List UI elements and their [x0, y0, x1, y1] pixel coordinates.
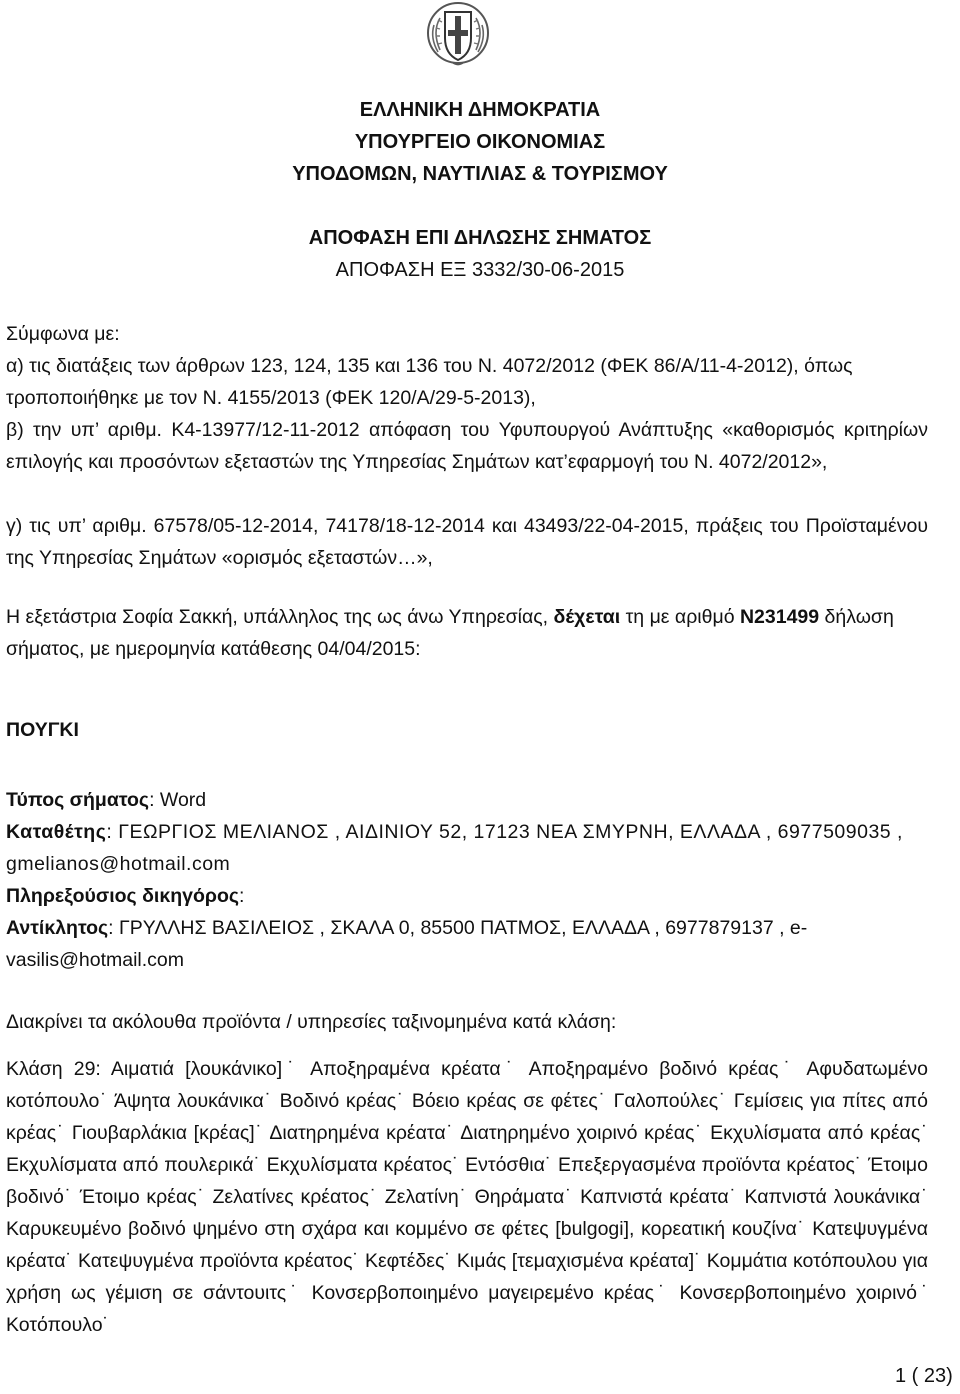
legal-basis-b: β) την υπ’ αριθμ. Κ4-13977/12-11-2012 απόφαση του Υφυπουργού Ανάπτυξης «καθορισμός κριτηρίων επιλογής και προσόντων εξεταστών της Υπηρεσίας Σημάτων κατ’εφαρμογή του Ν. 4072/2012», [6, 419, 928, 473]
header-line-1: ΕΛΛΗΝΙΚΗ ΔΗΜΟΚΡΑΤΙΑ [359, 99, 601, 121]
statement-part-2: τη με αριθμό [620, 606, 740, 628]
header-line-3: ΥΠΟΔΟΜΩΝ, ΝΑΥΤΙΛΙΑΣ & ΤΟΥΡΙΣΜΟΥ [292, 163, 668, 185]
acceptance-statement [6, 601, 928, 665]
according-heading: Σύμφωνα με: [6, 323, 120, 345]
legal-basis-a: α) τις διατάξεις των άρθρων 123, 124, 135 και 136 του Ν. 4072/2012 (ΦΕΚ 86/Α/11-4-2012), όπως τροποποιήθηκε με τον Ν. 4155/2013 (ΦΕΚ 120/Α/29-5-2013), [6, 355, 853, 409]
mark-type-value: : Word [149, 789, 207, 811]
applicant-value: : ΓΕΩΡΓΙΟΣ ΜΕΛΙΑΝΟΣ , ΑΙΔΙΝΙΟΥ 52, 17123 ΝΕΑ ΣΜΥΡΝΗ, ΕΛΛΑΔΑ , 6977509035 , gmelianos@hotmail.com [6, 821, 903, 875]
classification-intro: Διακρίνει τα ακόλουθα προϊόντα / υπηρεσίες ταξινομημένα κατά κλάση: [6, 1011, 617, 1033]
class-29-goods: Κλάση 29: Αιματιά [λουκάνικο]˙ Αποξηραμένα κρέατα˙ Αποξηραμένο βοδινό κρέας˙ Αφυδατωμένο κοτόπουλο˙ Άψητα λουκάνικα˙ Βοδινό κρέας˙ Βόειο κρέας σε φέτες˙ Γαλοπούλες˙ Γεμίσεις για πίτες από κρέας˙ Γιουβαρλάκια [κρέας]˙ Διατηρημένα κρέατα˙ Διατηρημένο χοιρινό κρέας˙ Εκχυλίσματα από κρέας˙ Εκχυλίσματα από πουλερικά˙ Εκχυλίσματα κρέατος˙ Εντόσθια˙ Επεξεργασμένα προϊόντα κρέατος˙ Έτοιμο βοδινό˙ Έτοιμο κρέας˙ Ζελατίνες κρέατος˙ Ζελατίνη˙ Θηράματα˙ Καπνιστά κρέατα˙ Καπνιστά λουκάνικα˙ Καρυκευμένο βοδινό ψημένο στη σχάρα και κομμένο σε φέτες [bulgogi], κορεατική κουζίνα˙ Κατεψυγμένα κρέατα˙ Κατεψυγμένα προϊόντα κρέατος˙ Κεφτέδες˙ Κιμάς [τεμαχισμένα κρέατα]˙ Κομμάτια κοτόπουλου για χρήση ως γέμιση σε σάντουιτς˙ Κονσερβοποιημένο μαγειρεμένο κρέας˙ Κονσερβοποιημένο χοιρινό˙ Κοτόπουλο˙ [6, 1058, 928, 1336]
mark-type-label: Τύπος σήματος [6, 789, 150, 811]
attorney-label: Πληρεξούσιος δικηγόρος [6, 885, 239, 907]
applicant-label: Καταθέτης [6, 821, 107, 843]
accepts-word: δέχεται [553, 606, 621, 628]
agent-label: Αντίκλητος [6, 917, 109, 939]
agent-line [6, 912, 928, 976]
statement-part-1: Η εξετάστρια Σοφία Σακκή, υπάλληλος της ως άνω Υπηρεσίας, [6, 606, 554, 628]
decision-title: ΑΠΟΦΑΣΗ ΕΠΙ ΔΗΛΩΣΗΣ ΣΗΜΑΤΟΣ [308, 227, 652, 249]
attorney-value: : [239, 885, 245, 907]
page-number: 1 ( 23) [895, 1365, 953, 1387]
decision-heading [0, 222, 960, 286]
issuer-header [0, 94, 960, 190]
legal-basis-c: γ) τις υπ’ αριθμ. 67578/05-12-2014, 74178/18-12-2014 και 43493/22-04-2015, πράξεις του Προϊσταμένου της Υπηρεσίας Σημάτων «ορισμός εξεταστών…», [6, 515, 928, 569]
decision-number: ΑΠΟΦΑΣΗ ΕΞ 3332/30-06-2015 [335, 259, 625, 281]
header-line-2: ΥΠΟΥΡΓΕΙΟ ΟΙΚΟΝΟΜΙΑΣ [354, 131, 606, 153]
trademark-name: ΠΟΥΓΚΙ [6, 719, 79, 741]
application-number: Ν231499 [739, 606, 820, 628]
mark-type-line [6, 784, 928, 816]
applicant-line [6, 816, 928, 880]
attorney-line [6, 880, 928, 912]
agent-value: : ΓΡΥΛΛΗΣ ΒΑΣΙΛΕΙΟΣ , ΣΚΑΛΑ 0, 85500 ΠΑΤΜΟΣ, ΕΛΛΑΔΑ , 6977879137 , e-vasilis@hotmail.com [6, 917, 808, 971]
greek-coat-of-arms-icon [426, 0, 490, 70]
statement-part-3: δήλωση σήματος, με ημερομηνία κατάθεσης 04/04/2015: [6, 606, 894, 660]
